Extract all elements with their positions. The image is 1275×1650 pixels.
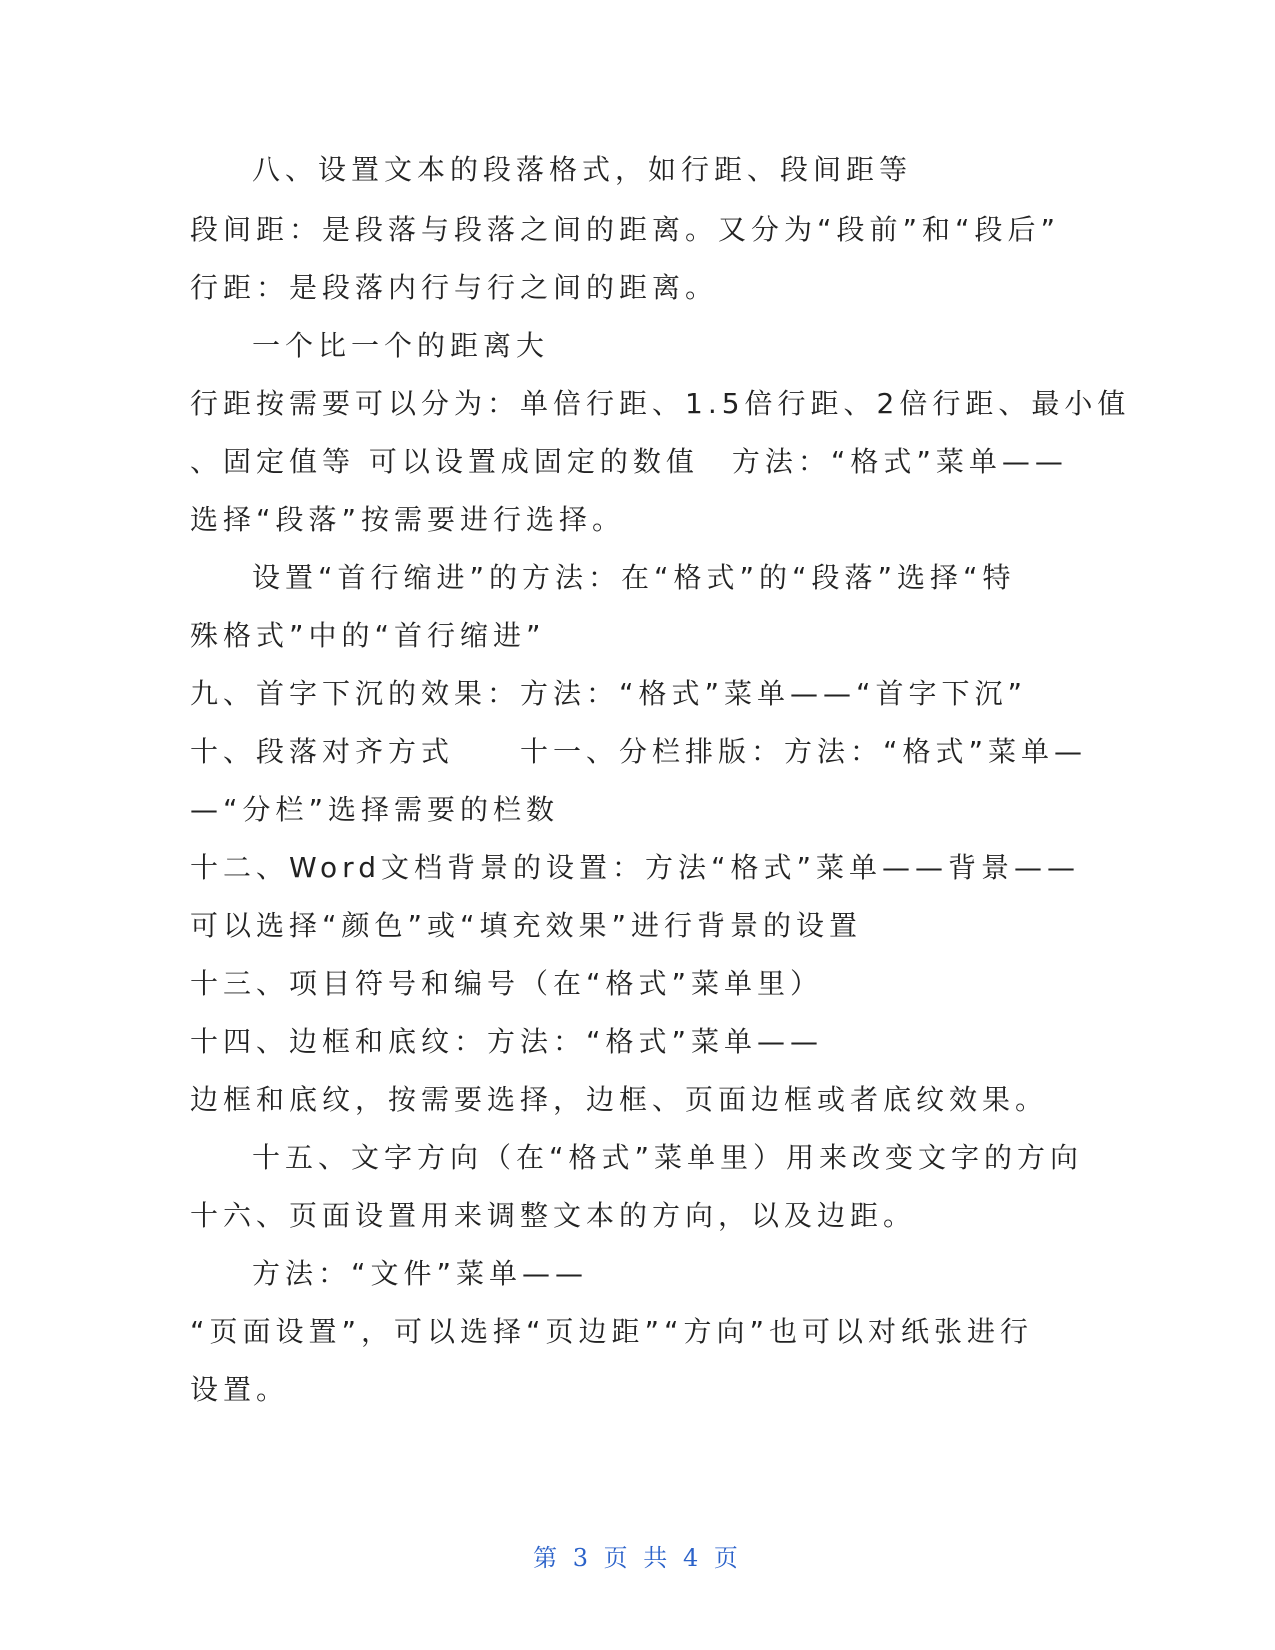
- text-line: —“分栏”选择需要的栏数: [190, 793, 560, 826]
- text-line: 行距按需要可以分为：单倍行距、1.5倍行距、2倍行距、最小值: [190, 387, 1131, 420]
- text-line: “页面设置”，可以选择“页边距”“方向”也可以对纸张进行: [190, 1315, 1034, 1348]
- text-line: 段间距：是段落与段落之间的距离。又分为“段前”和“段后”: [190, 213, 1061, 246]
- heading-paragraph-format: 八、设置文本的段落格式，如行距、段间距等: [252, 153, 913, 186]
- heading-background: 十二、Word文档背景的设置：方法“格式”菜单——背景——: [190, 851, 1080, 884]
- text-line: 可以选择“颜色”或“填充效果”进行背景的设置: [190, 909, 863, 942]
- heading-text-direction: 十五、文字方向（在“格式”菜单里）用来改变文字的方向: [252, 1141, 1084, 1174]
- text-line: 、固定值等 可以设置成固定的数值 方法：“格式”菜单——: [190, 445, 1068, 478]
- text-line: 选择“段落”按需要进行选择。: [190, 503, 626, 536]
- text-line: 方法：“文件”菜单——: [252, 1257, 589, 1290]
- page-number-footer: 第 3 页 共 4 页: [533, 1544, 742, 1572]
- text-line: 设置“首行缩进”的方法：在“格式”的“段落”选择“特: [252, 561, 1016, 594]
- heading-bullets-numbering: 十三、项目符号和编号（在“格式”菜单里）: [190, 967, 824, 1000]
- text-line: 行距：是段落内行与行之间的距离。: [190, 271, 719, 304]
- heading-alignment-columns: 十、段落对齐方式 十一、分栏排版：方法：“格式”菜单—: [190, 735, 1088, 768]
- text-line: 殊格式”中的“首行缩进”: [190, 619, 546, 652]
- heading-drop-cap: 九、首字下沉的效果：方法：“格式”菜单——“首字下沉”: [190, 677, 1028, 710]
- heading-borders-shading: 十四、边框和底纹：方法：“格式”菜单——: [190, 1025, 824, 1058]
- text-line: 设置。: [190, 1373, 290, 1406]
- text-line: 一个比一个的距离大: [252, 329, 550, 362]
- heading-page-setup: 十六、页面设置用来调整文本的方向，以及边距。: [190, 1199, 917, 1232]
- text-line: 边框和底纹，按需要选择，边框、页面边框或者底纹效果。: [190, 1083, 1049, 1116]
